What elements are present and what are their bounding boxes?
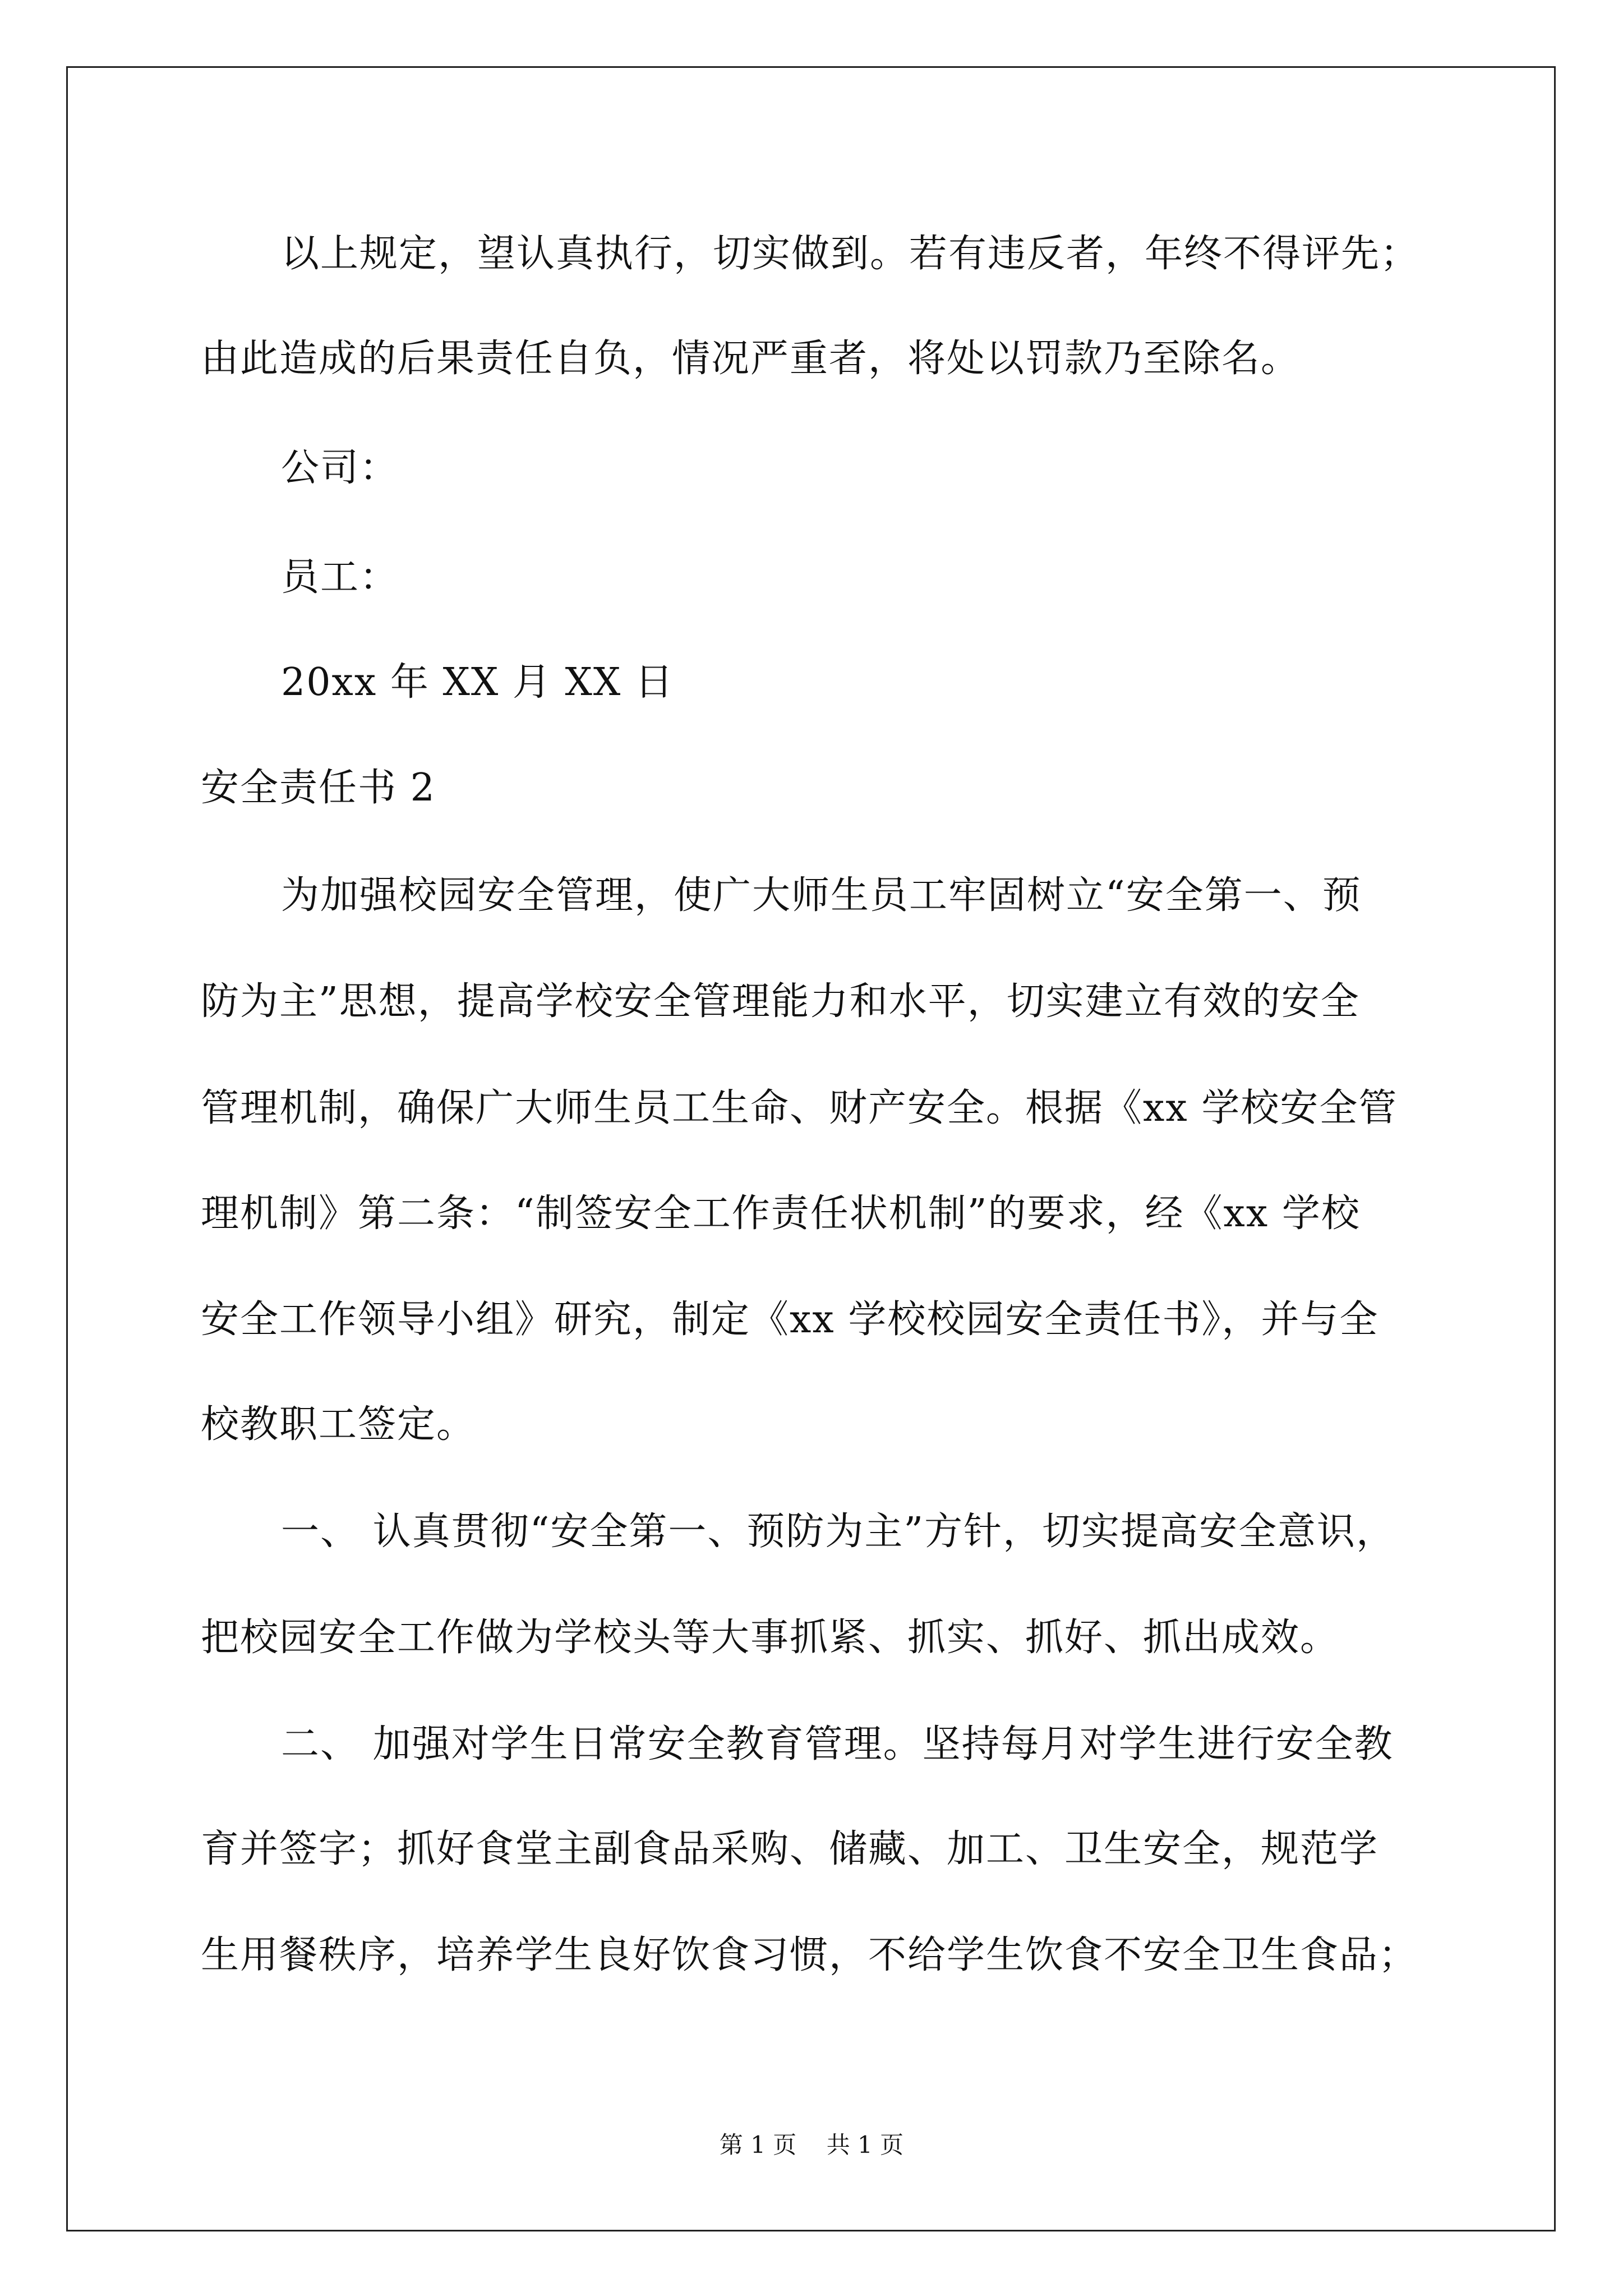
signature-employee-label: 员工： [281,555,399,600]
paragraph-line: 二、 加强对学生日常安全教育管理。坚持每月对学生进行安全教 [281,1722,1394,1766]
paragraph-line: 把校园安全工作做为学校头等大事抓紧、抓实、抓好、抓出成效。 [201,1616,1340,1660]
date-line: 20xx 年 XX 月 XX 日 [281,660,674,705]
paragraph-line: 防为主”思想，提高学校安全管理能力和水平，切实建立有效的安全 [201,979,1360,1024]
paragraph-line: 生用餐秩序，培养学生良好饮食习惯，不给学生饮食不安全卫生食品； [201,1933,1418,1977]
signature-company-label: 公司： [281,446,399,490]
page-number-footer: 第 1 页 共 1 页 [719,2131,904,2159]
paragraph-line: 一、 认真贯彻“安全第一、预防为主”方针，切实提高安全意识， [281,1510,1396,1554]
paragraph-line: 为加强校园安全管理，使广大师生员工牢固树立“安全第一、预 [281,873,1362,918]
paragraph-line: 安全工作领导小组》研究，制定《xx 学校校园安全责任书》，并与全 [201,1297,1379,1342]
paragraph-line: 由此造成的后果责任自负，情况严重者，将处以罚款乃至除名。 [201,337,1301,381]
section-title: 安全责任书 2 [201,766,436,810]
paragraph-line: 育并签字；抓好食堂主副食品采购、储藏、加工、卫生安全，规范学 [201,1827,1379,1871]
paragraph-line: 理机制》第二条：“制签安全工作责任状机制”的要求，经《xx 学校 [201,1191,1361,1236]
page-border [66,66,1556,2231]
paragraph-line: 管理机制，确保广大师生员工生命、财产安全。根据《xx 学校安全管 [201,1086,1398,1130]
paragraph-line: 校教职工签定。 [201,1402,476,1447]
paragraph-line: 以上规定，望认真执行，切实做到。若有违反者，年终不得评先； [281,232,1420,276]
